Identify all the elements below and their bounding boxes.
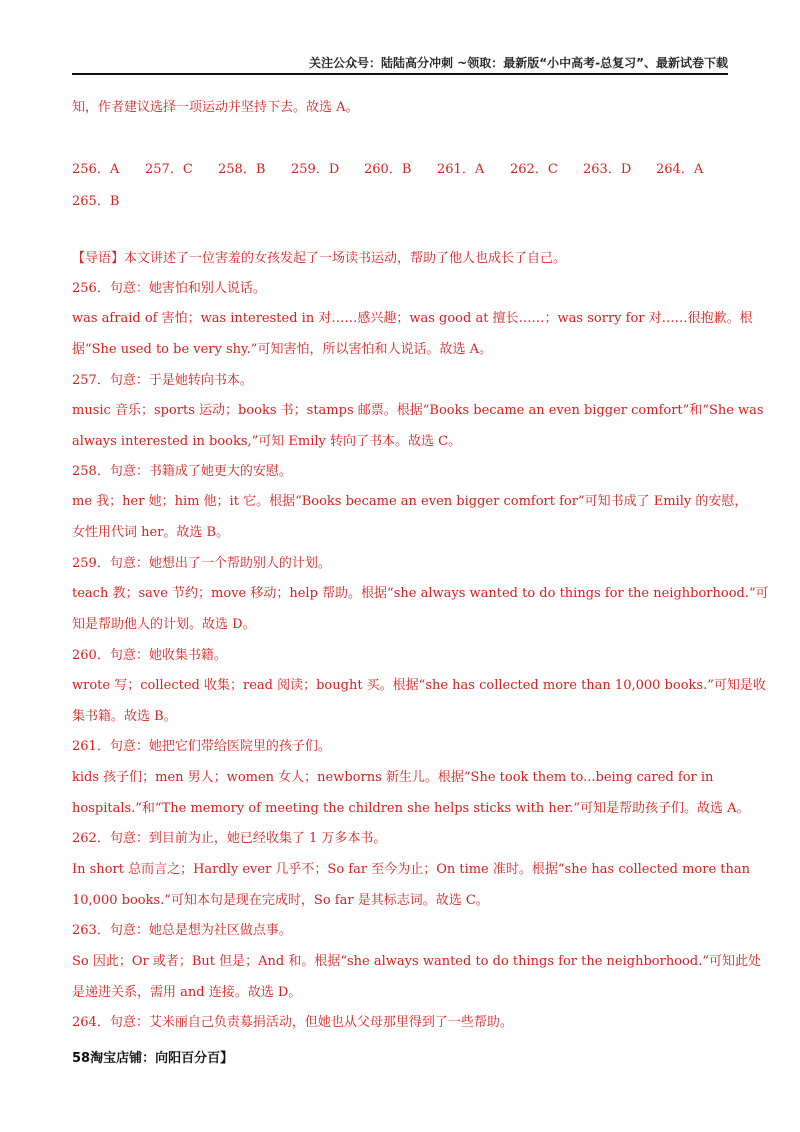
text-line: me 我；her 她；him 他；it 它。根据“Books became an even bigger comfort for”可知书成了 Emily 的安慰， [72, 494, 748, 509]
text-line: hospitals.”和“The memory of meeting the children she helps sticks with her.”可知是帮助孩子们。故选 A。 [72, 801, 750, 816]
text-line: 261．句意：她把它们带给医院里的孩子们。 [72, 739, 331, 754]
answer-item: 262．C [510, 162, 558, 177]
header-rule [72, 73, 728, 75]
answer-item: 258．B [218, 162, 266, 177]
answer-item: 256．A [72, 162, 120, 177]
page-header: 关注公众号：陆陆高分冲刺 ~领取：最新版“小中高考-总复习”、最新试卷下载 [309, 56, 728, 70]
answer-item: 257．C [145, 162, 193, 177]
text-line: So 因此；Or 或者；But 但是；And 和。根据“she always wanted to do things for the neighborhood.”可知此处 [72, 954, 761, 969]
answer-item: 264．A [656, 162, 704, 177]
text-line: 据“She used to be very shy.”可知害怕，所以害怕和人说话。故选 A。 [72, 342, 492, 357]
text-line: teach 教；save 节约；move 移动；help 帮助。根据“she always wanted to do things for the neighborhood.”可 [72, 586, 769, 601]
text-line: music 音乐；sports 运动；books 书；stamps 邮票。根据“Books became an even bigger comfort”和“She was [72, 403, 764, 418]
text-line: 262．句意：到目前为止，她已经收集了 1 万多本书。 [72, 831, 387, 846]
text-line: 女性用代词 her。故选 B。 [72, 525, 230, 540]
text-line: 集书籍。故选 B。 [72, 709, 177, 724]
text-line: 10,000 books.”可知本句是现在完成时，So far 是其标志词。故选 C。 [72, 893, 489, 908]
text-line: 知是帮助他人的计划。故选 D。 [72, 617, 256, 632]
text-line: 263．句意：她总是想为社区做点事。 [72, 923, 292, 938]
answer-item: 261．A [437, 162, 485, 177]
page-footer [72, 1047, 233, 1066]
page-number: 58 [72, 1051, 91, 1066]
intro-line: 知，作者建议选择一项运动并坚持下去。故选 A。 [72, 100, 359, 115]
shop-name: 淘宝店铺：向阳百分百】 [90, 1051, 234, 1066]
text-line: was afraid of 害怕；was interested in 对……感兴趣；was good at 擅长……；was sorry for 对……很抱歉。根 [72, 311, 753, 326]
text-line: 是递进关系，需用 and 连接。故选 D。 [72, 985, 302, 1000]
answer-item: 263．D [583, 162, 632, 177]
answer-item: 265．B [72, 194, 120, 209]
text-line: kids 孩子们；men 男人；women 女人；newborns 新生儿。根据“She took them to...being cared for in [72, 770, 714, 785]
text-line: always interested in books,”可知 Emily 转向了书本。故选 C。 [72, 434, 462, 449]
text-line: wrote 写；collected 收集；read 阅读；bought 买。根据“she has collected more than 10,000 books.”可知是收 [72, 678, 766, 693]
text-line: 264．句意：艾米丽自己负责募捐活动，但她也从父母那里得到了一些帮助。 [72, 1015, 513, 1030]
text-line: 256．句意：她害怕和别人说话。 [72, 281, 266, 296]
text-line: In short 总而言之；Hardly ever 几乎不；So far 至今为止；On time 准时。根据“she has collected more than [72, 862, 751, 877]
text-line: 258．句意：书籍成了她更大的安慰。 [72, 464, 292, 479]
text-line: 259．句意：她想出了一个帮助别人的计划。 [72, 556, 331, 571]
intro-summary: 【导语】本文讲述了一位害羞的女孩发起了一场读书运动，帮助了他人也成长了自己。 [72, 251, 567, 266]
text-line: 260．句意：她收集书籍。 [72, 648, 227, 663]
answer-item: 260．B [364, 162, 412, 177]
answer-item: 259．D [291, 162, 340, 177]
text-line: 257．句意：于是她转向书本。 [72, 373, 253, 388]
